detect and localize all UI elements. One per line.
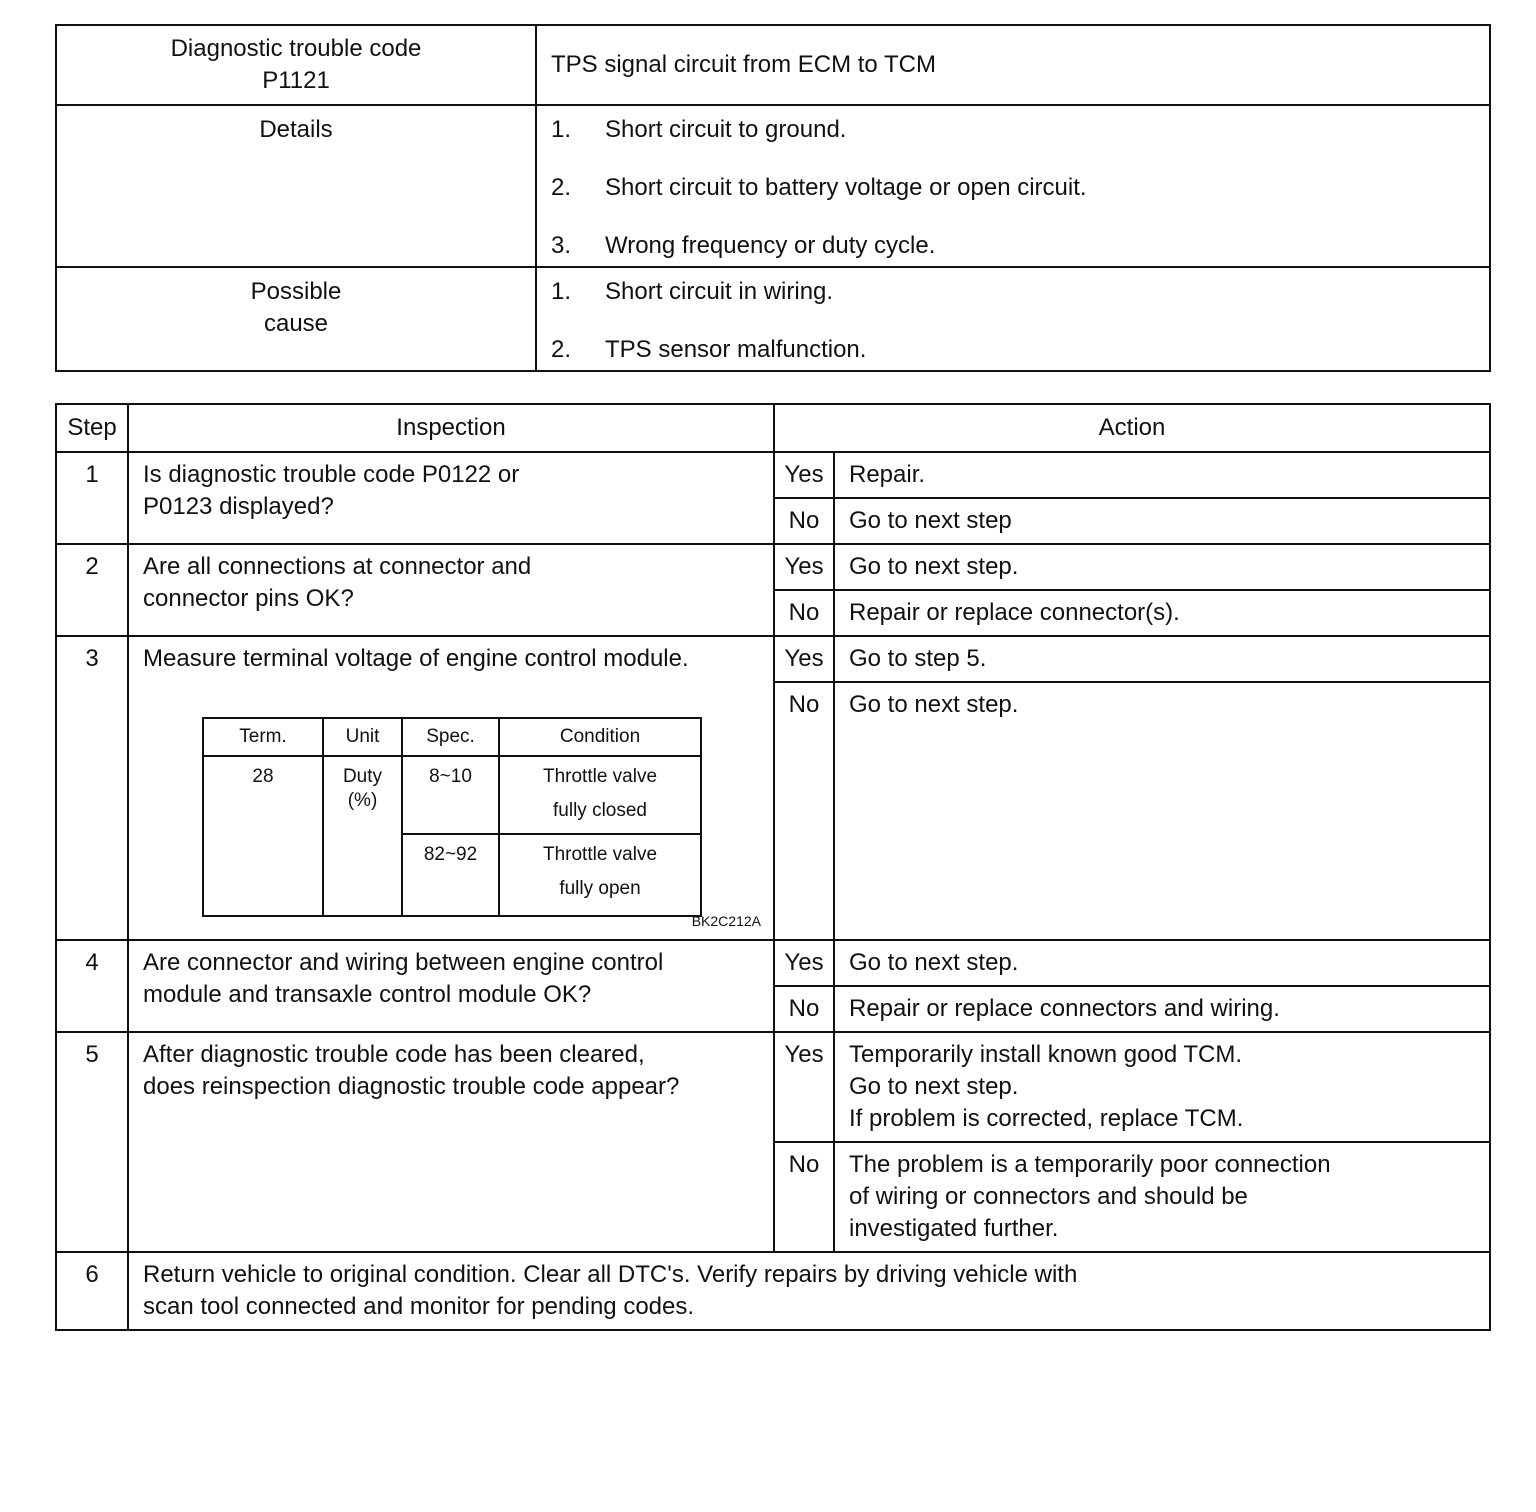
spec-header-spec: Spec. [402, 718, 499, 756]
cause-item: 2. TPS sensor malfunction. [551, 336, 867, 363]
spec-value: 82~92 [402, 834, 499, 916]
header-inspection: Inspection [128, 404, 774, 452]
yes-label: Yes [774, 1032, 834, 1142]
yes-action: Repair. [834, 452, 1490, 498]
no-action: The problem is a temporarily poor connection of wiring or connectors and should be investigated further. [834, 1142, 1490, 1252]
details-list [536, 105, 1490, 267]
no-action: Repair or replace connector(s). [834, 590, 1490, 636]
no-action: Go to next step. [834, 682, 1490, 940]
step-number: 3 [56, 636, 128, 940]
spec-condition: Throttle valve fully closed [499, 756, 701, 834]
terminal-spec-figure [143, 675, 773, 937]
step-inspection: Is diagnostic trouble code P0122 or P0123 displayed? [128, 452, 774, 544]
spec-unit: Duty (%) [323, 756, 402, 916]
details-label: Details [56, 105, 536, 267]
step-number: 1 [56, 452, 128, 544]
no-label: No [774, 498, 834, 544]
yes-label: Yes [774, 636, 834, 682]
yes-action: Go to next step. [834, 544, 1490, 590]
terminal-spec-table [202, 717, 702, 917]
step-inspection: After diagnostic trouble code has been cleared, does reinspection diagnostic trouble code appear? [128, 1032, 774, 1252]
details-item: 2. Short circuit to battery voltage or open circuit. [551, 174, 1087, 201]
step-inspection-text: Measure terminal voltage of engine control module. [143, 645, 689, 672]
yes-label: Yes [774, 544, 834, 590]
yes-action: Go to step 5. [834, 636, 1490, 682]
step-number: 5 [56, 1032, 128, 1252]
cause-item: 1. Short circuit in wiring. [551, 278, 834, 305]
figure-code: BK2C212A [691, 913, 761, 929]
details-item: 3. Wrong frequency or duty cycle. [551, 232, 936, 259]
dtc-info-table [55, 24, 1491, 372]
no-action: Go to next step [834, 498, 1490, 544]
spec-header-term: Term. [203, 718, 323, 756]
step-number: 6 [56, 1252, 128, 1330]
dtc-label-cell [56, 25, 536, 105]
possible-cause-label: Possible cause [56, 267, 536, 371]
step-inspection: Are all connections at connector and connector pins OK? [128, 544, 774, 636]
step-number: 2 [56, 544, 128, 636]
spec-header-condition: Condition [499, 718, 701, 756]
step-inspection [128, 636, 774, 940]
yes-label: Yes [774, 452, 834, 498]
yes-action: Temporarily install known good TCM. Go to next step. If problem is corrected, replace TCM. [834, 1032, 1490, 1142]
dtc-label: Diagnostic trouble code [170, 35, 422, 62]
causes-list [536, 267, 1490, 371]
spec-header-unit: Unit [323, 718, 402, 756]
details-item: 1. Short circuit to ground. [551, 116, 847, 143]
no-label: No [774, 986, 834, 1032]
step-inspection: Are connector and wiring between engine control module and transaxle control module OK? [128, 940, 774, 1032]
dtc-code: P1121 [262, 67, 330, 94]
yes-action: Go to next step. [834, 940, 1490, 986]
no-action: Repair or replace connectors and wiring. [834, 986, 1490, 1032]
step-number: 4 [56, 940, 128, 1032]
step-final-instruction: Return vehicle to original condition. Clear all DTC's. Verify repairs by driving vehicle with scan tool connected and monitor for pending codes. [128, 1252, 1490, 1330]
no-label: No [774, 1142, 834, 1252]
header-action: Action [774, 404, 1490, 452]
no-label: No [774, 682, 834, 940]
spec-term: 28 [203, 756, 323, 916]
dtc-description: TPS signal circuit from ECM to TCM [536, 25, 1490, 105]
yes-label: Yes [774, 940, 834, 986]
spec-value: 8~10 [402, 756, 499, 834]
spec-condition: Throttle valve fully open [499, 834, 701, 916]
header-step: Step [56, 404, 128, 452]
diagnostic-steps-table [55, 403, 1491, 1331]
no-label: No [774, 590, 834, 636]
